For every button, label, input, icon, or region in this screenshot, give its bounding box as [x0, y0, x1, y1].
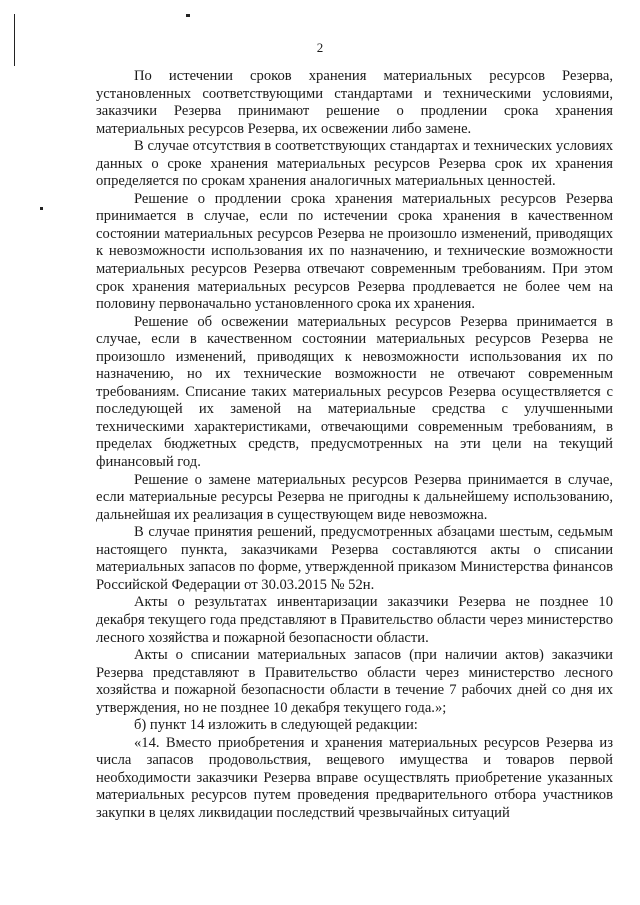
paragraph: В случае отсутствия в соответствующих стандартах и технических условиях данных о сроке хранения материальных ресурсов Резерва срок их хранения определяется по срокам хранения аналогичных материальных ценностей.	[96, 138, 613, 190]
paragraph: В случае принятия решений, предусмотренных абзацами шестым, седьмым настоящего пункта, заказчиками Резерва составляются акты о списании материальных запасов по форме, утвержденной приказом Министерства финансов Российской Федерации от 30.03.2015 № 52н.	[96, 524, 613, 593]
paragraph: Акты о списании материальных запасов (при наличии актов) заказчики Резерва представляют в Правительство области через министерство лесного хозяйства и пожарной безопасности области в течение 7 рабочих дней со дня их утверждения, но не позднее 10 декабря текущего года.»;	[96, 647, 613, 716]
paragraph: По истечении сроков хранения материальных ресурсов Резерва, установленных соответствующими стандартами и техническими условиями, заказчики Резерва принимают решение о продлении срока хранения материальных ресурсов Резерва, их освежении либо замене.	[96, 68, 613, 137]
paragraph: б) пункт 14 изложить в следующей редакции:	[134, 717, 418, 734]
paragraph: Решение об освежении материальных ресурсов Резерва принимается в случае, если в качественном состоянии материальных ресурсов Резерва не произошло изменений, приводящих к невозможности использования их по назначению, но их технические возможности не отвечают современным требованиям. Списание таких материальных ресурсов Резерва осуществляется с последующей их заменой на материальные средства с улучшенными техническими характеристиками, отвечающими современным требованиям, в пределах бюджетных средств, предусмотренных на эти цели на текущий финансовый год.	[96, 313, 613, 471]
paragraph: Акты о результатах инвентаризации заказчики Резерва не позднее 10 декабря текущего года представляют в Правительство области через министерство лесного хозяйства и пожарной безопасности области.	[96, 594, 613, 646]
document-body	[96, 68, 613, 823]
scan-speck	[186, 14, 190, 17]
paragraph: Решение о продлении срока хранения материальных ресурсов Резерва принимается в случае, если по истечении срока хранения в качественном состоянии материальных ресурсов Резерва не произошло изменений, приводящих к невозможности использования их по назначению, и технические возможности материальных ресурсов Резерва отвечают современным требованиям. При этом срок хранения материальных ресурсов Резерва продлевается не более чем на половину первоначально установленного срока их хранения.	[96, 190, 613, 313]
paragraph: Решение о замене материальных ресурсов Резерва принимается в случае, если материальные ресурсы Резерва не пригодны к дальнейшему использованию, дальнейшая их реализация в существующем виде невозможна.	[96, 471, 613, 523]
paragraph: «14. Вместо приобретения и хранения материальных ресурсов Резерва из числа запасов продовольствия, вещевого имущества и товаров первой необходимости заказчики Резерва вправе осуществлять приобретение указанных материальных ресурсов путем проведения предварительного отбора участников закупки в целях ликвидации последствий чрезвычайных ситуаций	[96, 734, 613, 821]
page-number: 2	[316, 40, 324, 55]
scan-speck	[40, 207, 43, 210]
